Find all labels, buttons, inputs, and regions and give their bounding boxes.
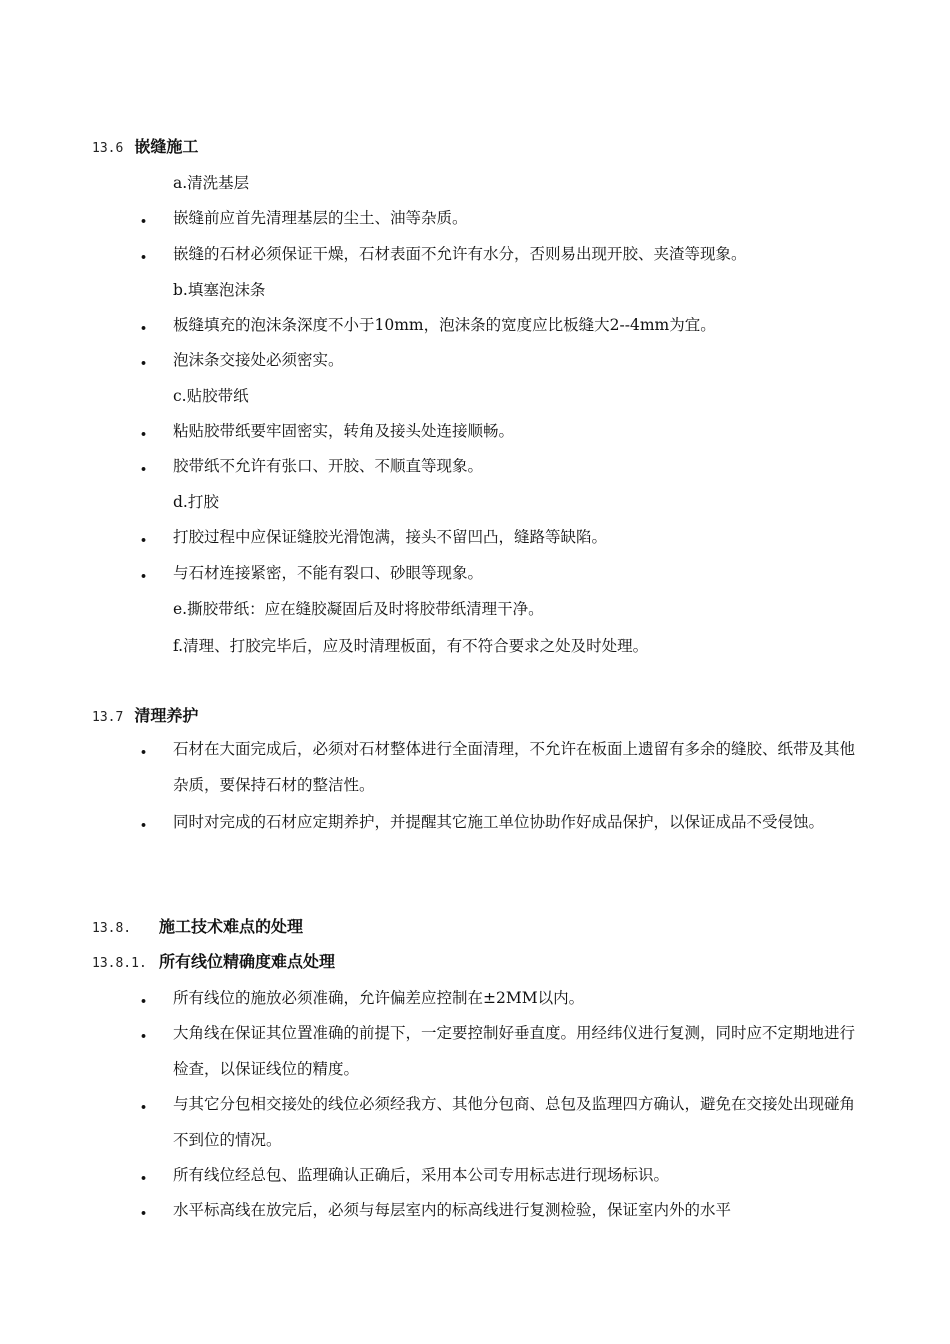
bullet-icon: • [140, 570, 148, 583]
list-item: • 粘贴胶带纸要牢固密实，转角及接头处连接顺畅。 [173, 413, 863, 449]
section-13-8-1-heading [92, 951, 336, 975]
bullet-icon: • [140, 1101, 148, 1114]
bullet-icon: • [140, 215, 148, 228]
list-item: • 嵌缝的石材必须保证干燥，石材表面不允许有水分，否则易出现开胶、夹渣等现象。 [173, 236, 863, 272]
bullet-icon: • [140, 746, 148, 759]
subsection-label: f.清理、打胶完毕后，应及时清理板面，有不符合要求之处及时处理。 [173, 637, 649, 655]
section-title: 施工技术难点的处理 [159, 917, 304, 936]
section-number: 13.7 [92, 710, 124, 725]
bullet-icon: • [140, 428, 148, 441]
bullet-icon: • [140, 1172, 148, 1185]
bullet-icon: • [140, 534, 148, 547]
list-item: • 所有线位经总包、监理确认正确后，采用本公司专用标志进行现场标识。 [173, 1157, 863, 1193]
list-item: • 胶带纸不允许有张口、开胶、不顺直等现象。 [173, 448, 863, 484]
list-item: • 石材在大面完成后，必须对石材整体进行全面清理，不允许在板面上遗留有多余的缝胶、纸带及其他杂质，要保持石材的整洁性。 [173, 731, 863, 803]
bullet-icon: • [140, 463, 148, 476]
section-title: 清理养护 [134, 706, 199, 725]
bullet-icon: • [140, 357, 148, 370]
list-item: • 所有线位的施放必须准确，允许偏差应控制在±2MM以内。 [173, 980, 863, 1016]
subsection-label: a.清洗基层 [173, 174, 250, 192]
list-item: • 同时对完成的石材应定期养护，并提醒其它施工单位协助作好成品保护，以保证成品不受侵蚀。 [173, 804, 863, 840]
list-item: • 与其它分包相交接处的线位必须经我方、其他分包商、总包及监理四方确认，避免在交接处出现碰角不到位的情况。 [173, 1086, 863, 1158]
section-number: 13.6 [92, 141, 124, 156]
list-item: • 与石材连接紧密，不能有裂口、砂眼等现象。 [173, 555, 863, 591]
subsection-label: b.填塞泡沫条 [173, 281, 266, 299]
bullet-icon: • [140, 322, 148, 335]
bullet-icon: • [140, 995, 148, 1008]
section-13-6-heading [92, 136, 198, 160]
list-item: • 泡沫条交接处必须密实。 [173, 342, 863, 378]
list-item: • 水平标高线在放完后，必须与每层室内的标高线进行复测检验，保证室内外的水平 [173, 1192, 863, 1228]
section-13-8-heading [92, 916, 304, 940]
subsection-label: e.撕胶带纸：应在缝胶凝固后及时将胶带纸清理干净。 [173, 600, 544, 618]
bullet-icon: • [140, 1207, 148, 1220]
list-item: • 板缝填充的泡沫条深度不小于10mm，泡沫条的宽度应比板缝大2--4mm为宜。 [173, 307, 863, 343]
list-item: • 嵌缝前应首先清理基层的尘土、油等杂质。 [173, 200, 863, 236]
subsection-label: c.贴胶带纸 [173, 387, 249, 405]
section-number: 13.8. [92, 921, 132, 936]
list-item: • 打胶过程中应保证缝胶光滑饱满，接头不留凹凸，缝路等缺陷。 [173, 519, 863, 555]
bullet-icon: • [140, 819, 148, 832]
section-number: 13.8.1. [92, 956, 147, 971]
bullet-icon: • [140, 1030, 148, 1043]
section-title: 所有线位精确度难点处理 [159, 952, 336, 971]
subsection-label: d.打胶 [173, 493, 219, 511]
bullet-icon: • [140, 251, 148, 264]
section-13-7-heading [92, 705, 198, 729]
section-title: 嵌缝施工 [134, 137, 199, 156]
list-item: • 大角线在保证其位置准确的前提下，一定要控制好垂直度。用经纬仪进行复测，同时应不定期地进行检查，以保证线位的精度。 [173, 1015, 863, 1087]
